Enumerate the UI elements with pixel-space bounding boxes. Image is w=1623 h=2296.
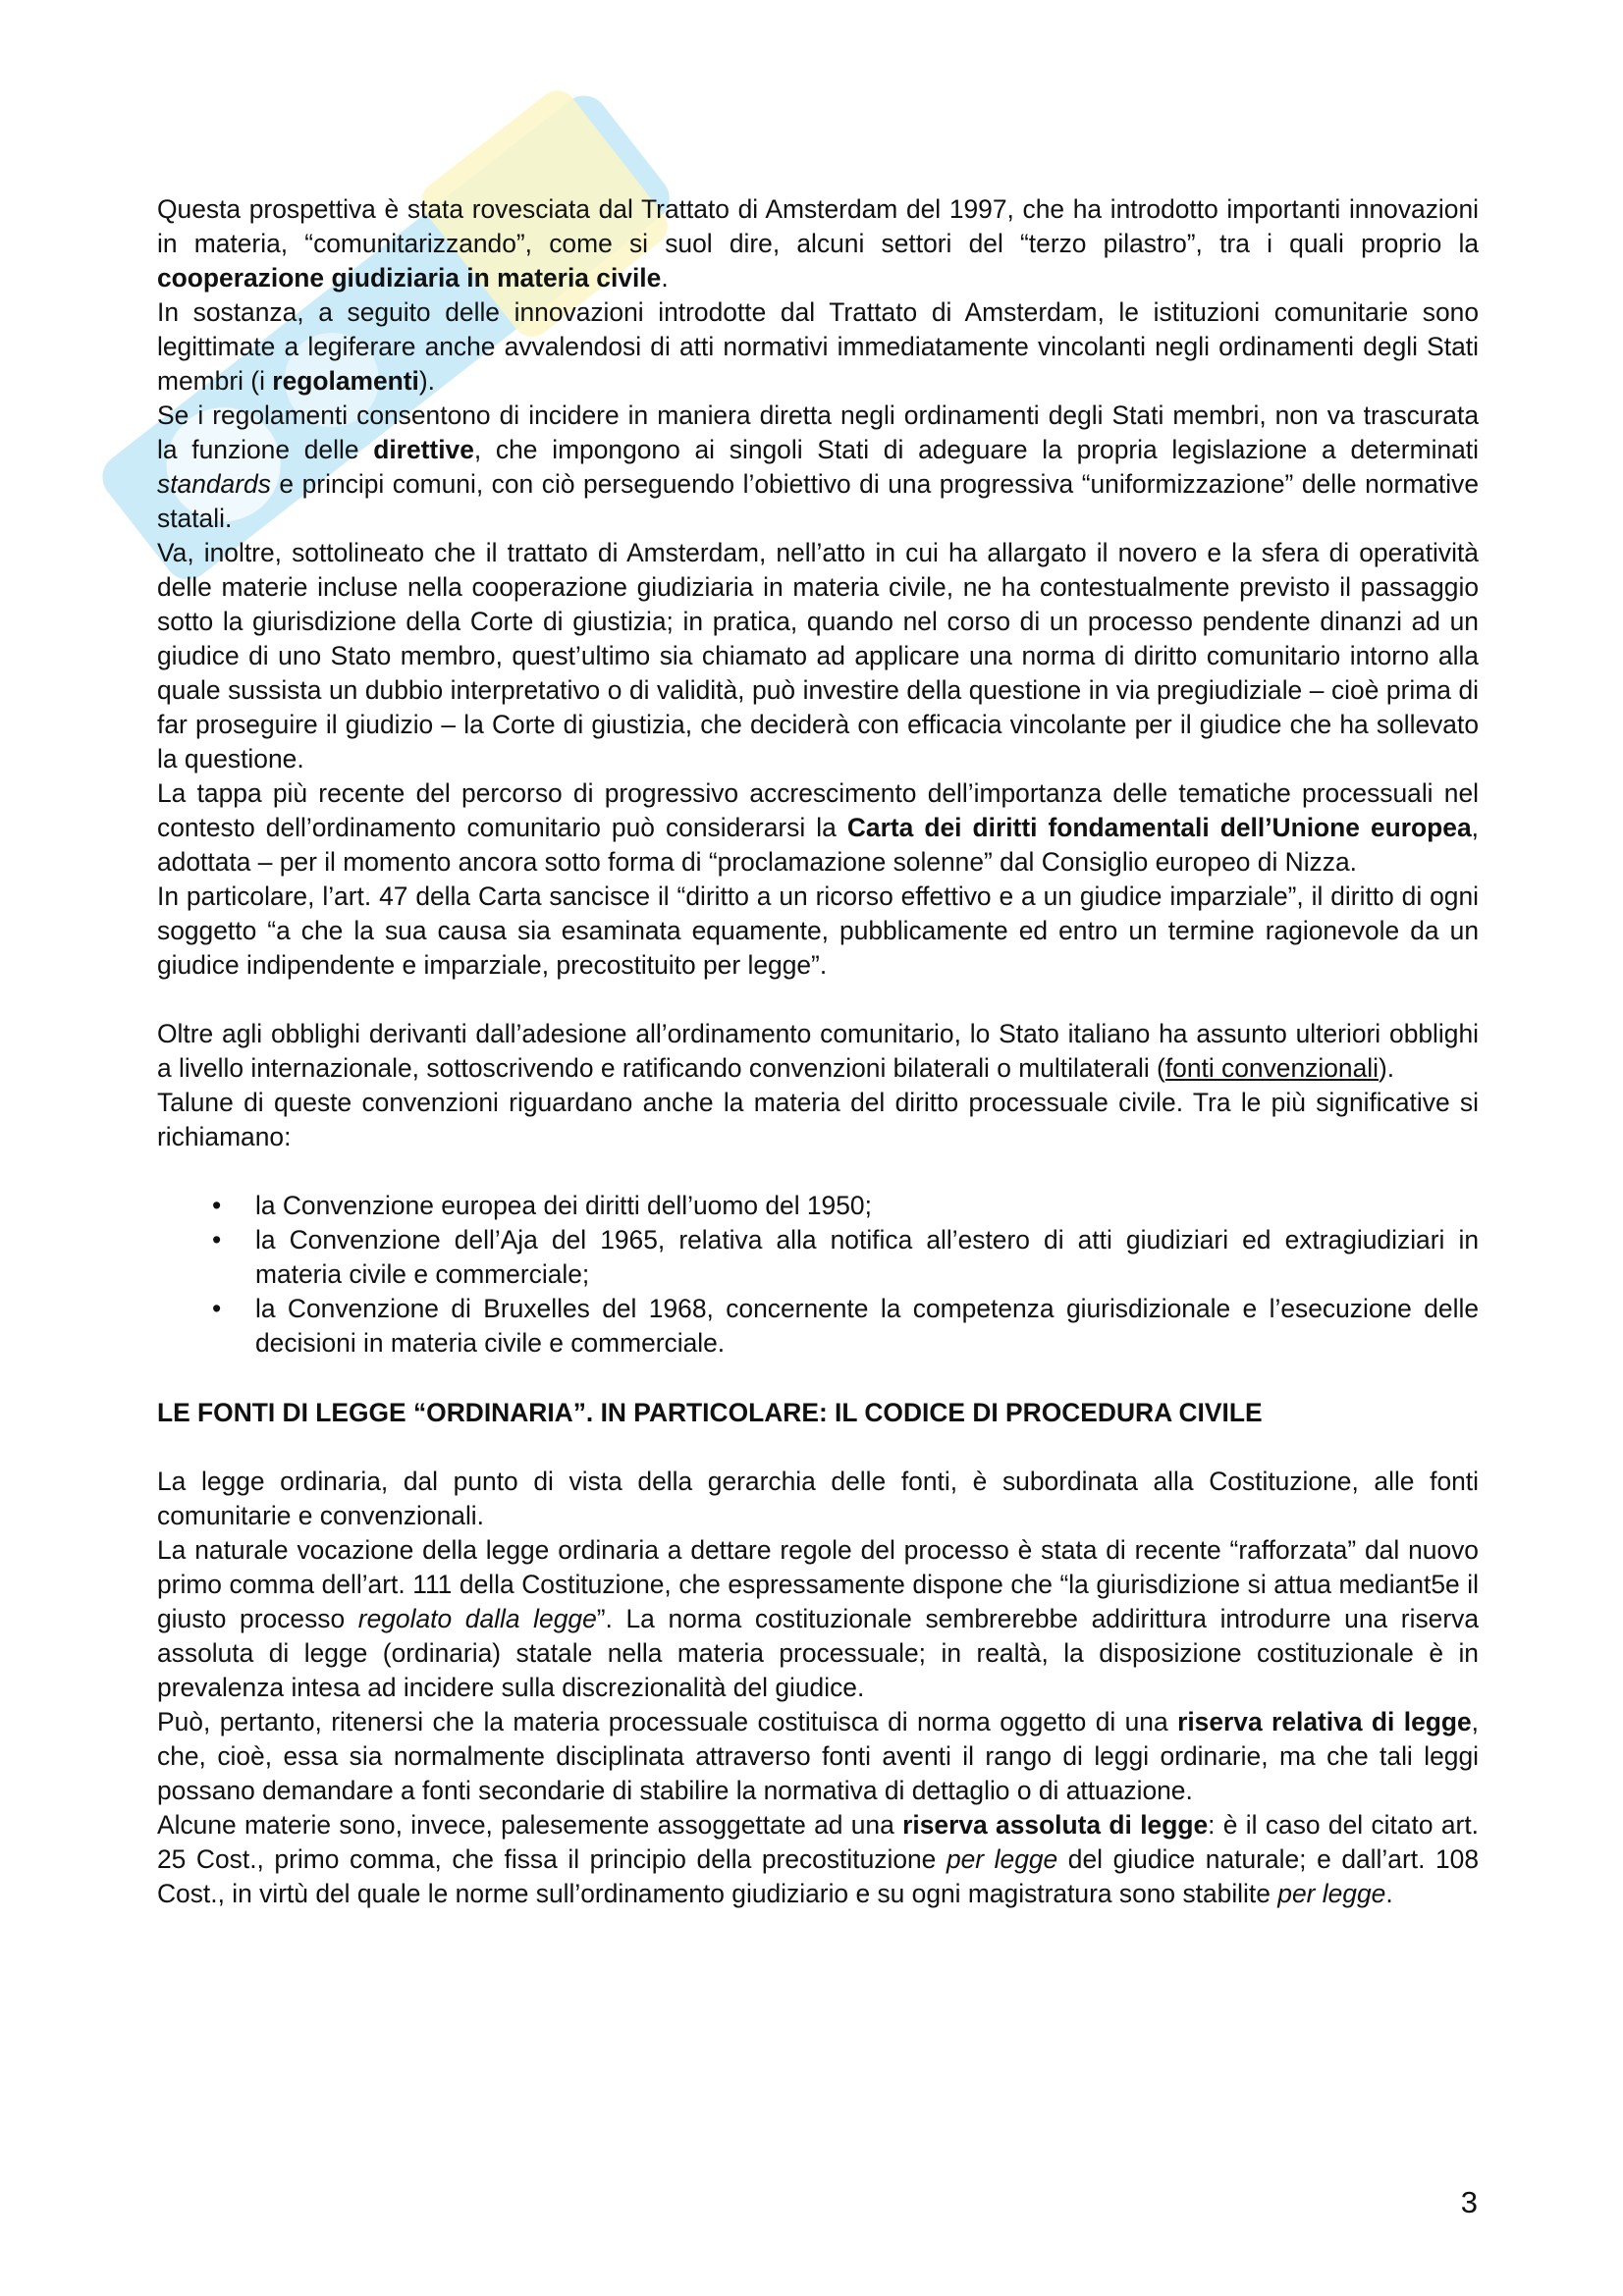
conventions-list xyxy=(157,1189,1479,1361)
page-number: 3 xyxy=(1460,2185,1478,2219)
bullet-icon: • xyxy=(212,1294,222,1323)
paragraph-riserva-assoluta: Alcune materie sono, invece, palesemente assoggettate ad una riserva assoluta di legge: è il caso del citato art. 25 Cost., primo comma, che fissa il principio della precostituzione per legge del giudice naturale; e dall’art. 108 Cost., in virtù del quale le norme sull’ordinamento giudiziario e su ogni magistratura sono stabilite per legge. xyxy=(157,1810,1480,1908)
list-item: • la Convenzione dell’Aja del 1965, relativa alla notifica all’estero di atti giudiziari ed extragiudiziari in materia civile e commerciale; xyxy=(212,1225,1479,1289)
bullet-icon: • xyxy=(212,1225,222,1255)
list-item: • la Convenzione europea dei diritti dell’uomo del 1950; xyxy=(157,1189,1479,1223)
emphasis-per-legge: per legge xyxy=(1277,1879,1386,1908)
emphasis-riserva-relativa: riserva relativa di legge xyxy=(1177,1707,1472,1736)
list-item: • la Convenzione di Bruxelles del 1968, concernente la competenza giurisdizionale e l’esecuzione delle decisioni in materia civile e commerciale. xyxy=(212,1294,1479,1358)
paragraph-riserva-relativa: Può, pertanto, ritenersi che la materia processuale costituisca di norma oggetto di una riserva relativa di legge, che, cioè, essa sia normalmente disciplinata attraverso fonti aventi il rango di leggi ordinarie, ma che tali leggi possano demandare a fonti secondarie di stabilire la normativa di dettaglio o di attuazione. xyxy=(157,1707,1480,1805)
emphasis-carta-diritti: Carta dei diritti fondamentali dell’Unione europea xyxy=(846,813,1472,842)
emphasis-riserva-assoluta: riserva assoluta di legge xyxy=(902,1810,1209,1840)
paragraph-art-111: La naturale vocazione della legge ordinaria a dettare regole del processo è stata di recente “rafforzata” dal nuovo primo comma dell’art. 111 della Costituzione, che espressamente dispone che “la giurisdizione si attua mediant5e il giusto processo regolato dalla legge”. La norma costituzionale sembrerebbe addirittura introdurre una riserva assoluta di legge (ordinaria) statale nella materia processuale; in realtà, la disposizione costituzionale è in prevalenza intesa ad incidere sulla discrezionalità del giudice. xyxy=(157,1535,1479,1702)
emphasis-standards: standards xyxy=(157,469,271,499)
emphasis-regolamenti: regolamenti xyxy=(272,366,419,396)
paragraph-direttive: Se i regolamenti consentono di incidere in maniera diretta negli ordinamenti degli Stati membri, non va trascurata la funzione delle direttive, che impongono ai singoli Stati di adeguare la propria legislazione a determinati standards e principi comuni, con ciò perseguendo l’obiettivo di una progressiva “uniformizzazione” delle normative statali. xyxy=(157,400,1479,533)
emphasis-cooperazione: cooperazione giudiziaria in materia civile xyxy=(157,263,662,293)
emphasis-regolato: regolato dalla legge xyxy=(357,1604,597,1633)
paragraph-obblighi: Oltre agli obblighi derivanti dall’adesione all’ordinamento comunitario, lo Stato italiano ha assunto ulteriori obblighi a livello internazionale, sottoscrivendo e ratificando convenzioni bilaterali o multilaterali (fonti convenzionali). xyxy=(157,1019,1479,1083)
section-heading: LE FONTI DI LEGGE “ORDINARIA”. IN PARTICOLARE: IL CODICE DI PROCEDURA CIVILE xyxy=(157,1398,1263,1427)
bullet-icon: • xyxy=(212,1191,222,1220)
paragraph-art-47: In particolare, l’art. 47 della Carta sancisce il “diritto a un ricorso effettivo e a un giudice imparziale”, il diritto di ogni soggetto “a che la sua causa sia esaminata equamente, pubblicamente ed entro un termine ragionevole da un giudice indipendente e imparziale, precostituito per legge”. xyxy=(157,881,1479,980)
emphasis-fonti-convenzionali: fonti convenzionali xyxy=(1164,1053,1379,1083)
document-page xyxy=(157,192,1479,1911)
paragraph-legge-ordinaria: La legge ordinaria, dal punto di vista della gerarchia delle fonti, è subordinata alla Costituzione, alle fonti comunitarie e convenzionali. xyxy=(157,1467,1479,1530)
emphasis-per-legge: per legge xyxy=(946,1844,1058,1874)
emphasis-direttive: direttive xyxy=(373,435,474,464)
paragraph-carta-diritti: La tappa più recente del percorso di progressivo accrescimento dell’importanza delle tematiche processuali nel contesto dell’ordinamento comunitario può considerarsi la Carta dei diritti fondamentali dell’Unione europea, adottata – per il momento ancora sotto forma di “proclamazione solenne” dal Consiglio europeo di Nizza. xyxy=(157,778,1479,877)
paragraph-regolamenti: In sostanza, a seguito delle innovazioni introdotte dal Trattato di Amsterdam, le istituzioni comunitarie sono legittimate a legiferare anche avvalendosi di atti normativi immediatamente vincolanti negli ordinamenti degli Stati membri (i regolamenti). xyxy=(157,297,1479,396)
paragraph-amsterdam-treaty: Questa prospettiva è stata rovesciata dal Trattato di Amsterdam del 1997, che ha introdotto importanti innovazioni in materia, “comunitarizzando”, come si suol dire, alcuni settori del “terzo pilastro”, tra i quali proprio la cooperazione giudiziaria in materia civile. xyxy=(157,194,1479,293)
paragraph-convenzioni-intro: Talune di queste convenzioni riguardano anche la materia del diritto processuale civile. Tra le più significative si richiamano: xyxy=(157,1088,1479,1151)
paragraph-corte-giustizia: Va, inoltre, sottolineato che il trattato di Amsterdam, nell’atto in cui ha allargato il novero e la sfera di operatività delle materie incluse nella cooperazione giudiziaria in materia civile, ne ha contestualmente previsto il passaggio sotto la giurisdizione della Corte di giustizia; in pratica, quando nel corso di un processo pendente dinanzi ad un giudice di uno Stato membro, quest’ultimo sia chiamato ad applicare una norma di diritto comunitario intorno alla quale sussista un dubbio interpretativo o di validità, può investire della questione in via pregiudiziale – cioè prima di far proseguire il giudizio – la Corte di giustizia, che deciderà con efficacia vincolante per il giudice che ha sollevato la questione. xyxy=(157,538,1479,774)
